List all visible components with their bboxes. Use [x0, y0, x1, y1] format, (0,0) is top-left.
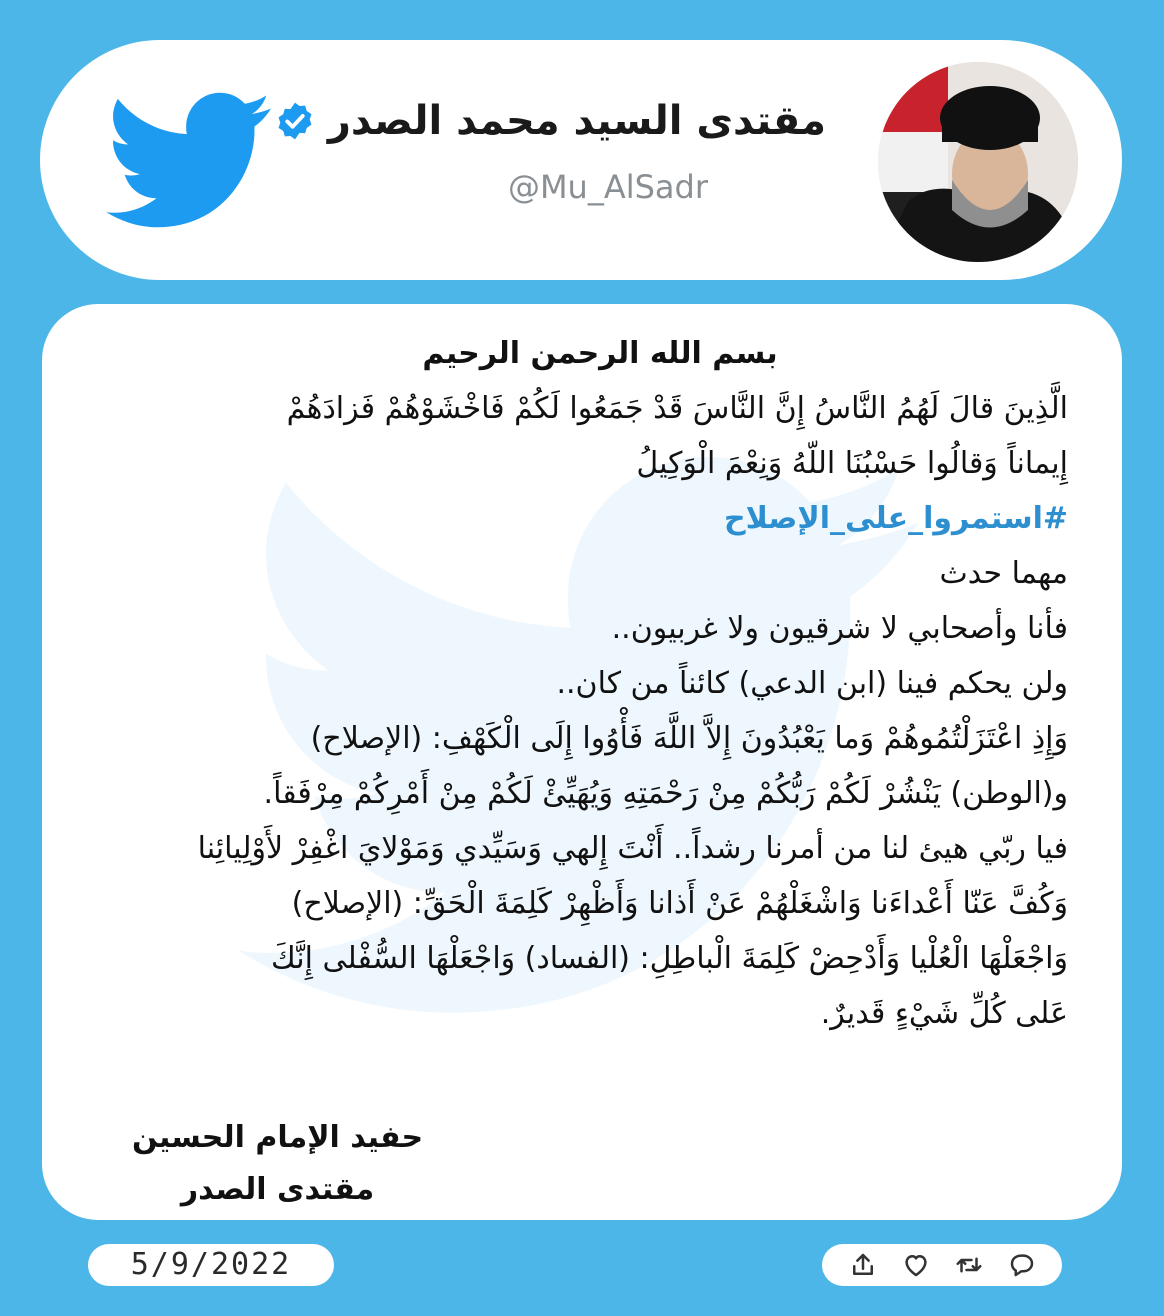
- signature: [132, 1112, 423, 1216]
- retweet-icon[interactable]: [954, 1250, 984, 1280]
- tweet-date: 5/9/2022: [88, 1244, 334, 1286]
- display-name[interactable]: [274, 98, 826, 144]
- display-name-text: مقتدى السيد محمد الصدر: [327, 98, 826, 144]
- tweet-text: [72, 326, 1068, 1041]
- tweet-line: عَلى كُلِّ شَيْءٍ قَديرٌ.: [820, 996, 1068, 1031]
- verified-badge-icon: [274, 100, 316, 142]
- avatar-image: [878, 62, 1078, 262]
- tweet-line: إِيماناً وَقالُوا حَسْبُنَا اللّهُ وَنِعْمَ الْوَكِيلُ: [636, 446, 1068, 481]
- tweet-line: وَكُفَّ عَنّا أَعْداءَنا وَاشْغَلْهُمْ عَنْ أَذانا وَأَظْهِرْ كَلِمَةَ الْحَقِّ: (الإصلاح): [291, 886, 1068, 921]
- tweet-line: ولن يحكم فينا (ابن الدعي) كائناً من كان..: [556, 666, 1068, 701]
- reply-icon[interactable]: [1007, 1250, 1037, 1280]
- tweet-line-basmala: بسم الله الرحمن الرحيم: [422, 336, 778, 371]
- profile-header: [40, 40, 1122, 280]
- twitter-bird-icon: [106, 92, 276, 230]
- user-handle[interactable]: @Mu_AlSadr: [507, 168, 708, 206]
- tweet-line: فأنا وأصحابي لا شرقيون ولا غربيون..: [611, 611, 1068, 646]
- tweet-actions: [822, 1244, 1062, 1286]
- share-icon[interactable]: [848, 1250, 878, 1280]
- tweet-card: [42, 304, 1122, 1220]
- tweet-line: و(الوطن) يَنْشُرْ لَكُمْ رَبُّكُمْ مِنْ رَحْمَتِهِ وَيُهَيِّئْ لَكُمْ مِنْ أَمْرِكُمْ مِرْفَقاً.: [263, 776, 1068, 811]
- tweet-line: مهما حدث: [939, 556, 1068, 591]
- tweet-line: فيا ربّي هيئ لنا من أمرنا رشداً.. أَنْتَ إِلهي وَسَيِّدي وَمَوْلايَ اغْفِرْ لأَوْلِيائِنا: [197, 831, 1068, 866]
- tweet-line: وَإِذِ اعْتَزَلْتُمُوهُمْ وَما يَعْبُدُونَ إِلاَّ اللَّهَ فَأْوُوا إِلَى الْكَهْفِ: (الإصلاح): [310, 721, 1068, 756]
- tweet-line: وَاجْعَلْهَا الْعُلْيا وَأَدْحِضْ كَلِمَةَ الْباطِلِ: (الفساد) وَاجْعَلْهَا السُّفْلى إِنَّكَ: [271, 941, 1068, 976]
- signature-line: حفيد الإمام الحسين: [132, 1120, 424, 1155]
- signature-line: مقتدى الصدر: [180, 1172, 375, 1207]
- tweet-line: الَّذِينَ قالَ لَهُمُ النَّاسُ إِنَّ النَّاسَ قَدْ جَمَعُوا لَكُمْ فَاخْشَوْهُمْ فَزادَهُمْ: [286, 391, 1068, 426]
- hashtag-link[interactable]: #استمروا_على_الإصلاح: [724, 501, 1068, 536]
- like-icon[interactable]: [901, 1250, 931, 1280]
- avatar[interactable]: [878, 62, 1078, 262]
